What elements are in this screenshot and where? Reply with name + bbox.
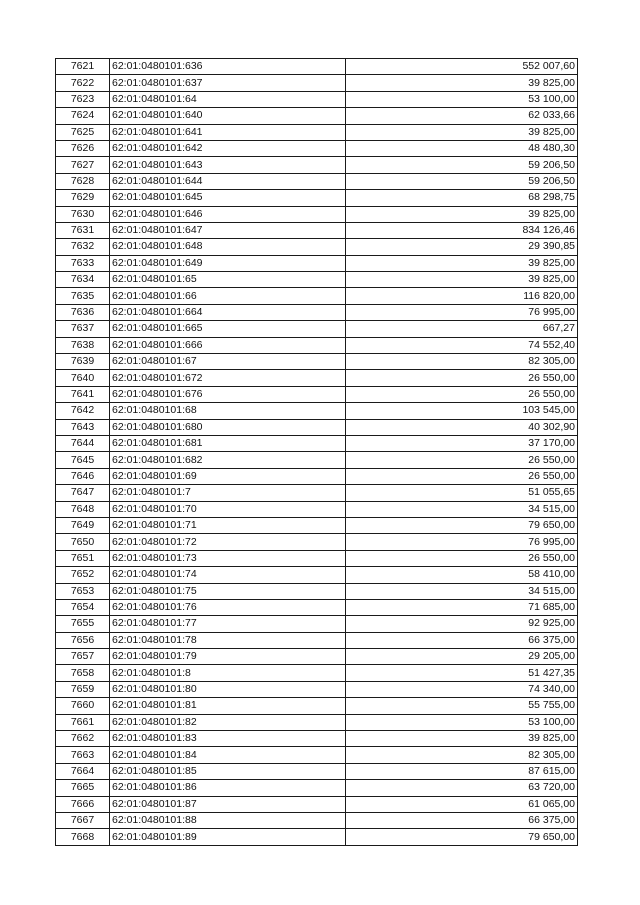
value-cell: 82 305,00 xyxy=(346,747,578,763)
row-number-cell: 7632 xyxy=(56,239,110,255)
table-row xyxy=(56,534,578,550)
table-row xyxy=(56,485,578,501)
value-cell: 71 685,00 xyxy=(346,599,578,615)
cadastral-number-cell: 62:01:0480101:680 xyxy=(110,419,346,435)
row-number-cell: 7655 xyxy=(56,616,110,632)
table-row xyxy=(56,190,578,206)
cadastral-number-cell: 62:01:0480101:67 xyxy=(110,354,346,370)
value-cell: 29 390,85 xyxy=(346,239,578,255)
table-row xyxy=(56,91,578,107)
cadastral-number-cell: 62:01:0480101:7 xyxy=(110,485,346,501)
value-cell: 39 825,00 xyxy=(346,124,578,140)
table-row xyxy=(56,157,578,173)
row-number-cell: 7659 xyxy=(56,681,110,697)
value-cell: 53 100,00 xyxy=(346,91,578,107)
cadastral-number-cell: 62:01:0480101:682 xyxy=(110,452,346,468)
row-number-cell: 7635 xyxy=(56,288,110,304)
table-row xyxy=(56,812,578,828)
cadastral-number-cell: 62:01:0480101:78 xyxy=(110,632,346,648)
value-cell: 87 615,00 xyxy=(346,763,578,779)
row-number-cell: 7664 xyxy=(56,763,110,779)
cadastral-number-cell: 62:01:0480101:640 xyxy=(110,108,346,124)
value-cell: 834 126,46 xyxy=(346,222,578,238)
table-row xyxy=(56,468,578,484)
table-row xyxy=(56,239,578,255)
table-row xyxy=(56,747,578,763)
table-row xyxy=(56,222,578,238)
value-cell: 39 825,00 xyxy=(346,731,578,747)
row-number-cell: 7661 xyxy=(56,714,110,730)
row-number-cell: 7657 xyxy=(56,649,110,665)
row-number-cell: 7646 xyxy=(56,468,110,484)
cadastral-number-cell: 62:01:0480101:87 xyxy=(110,796,346,812)
row-number-cell: 7637 xyxy=(56,321,110,337)
table-row xyxy=(56,632,578,648)
table-row xyxy=(56,108,578,124)
row-number-cell: 7625 xyxy=(56,124,110,140)
table-row xyxy=(56,354,578,370)
cadastral-number-cell: 62:01:0480101:647 xyxy=(110,222,346,238)
cadastral-number-cell: 62:01:0480101:72 xyxy=(110,534,346,550)
value-cell: 39 825,00 xyxy=(346,75,578,91)
value-cell: 26 550,00 xyxy=(346,370,578,386)
table-row xyxy=(56,370,578,386)
table-row xyxy=(56,714,578,730)
cadastral-number-cell: 62:01:0480101:636 xyxy=(110,59,346,75)
value-cell: 58 410,00 xyxy=(346,567,578,583)
value-cell: 34 515,00 xyxy=(346,501,578,517)
cadastral-number-cell: 62:01:0480101:637 xyxy=(110,75,346,91)
cadastral-number-cell: 62:01:0480101:8 xyxy=(110,665,346,681)
table-row xyxy=(56,517,578,533)
value-cell: 74 552,40 xyxy=(346,337,578,353)
row-number-cell: 7649 xyxy=(56,517,110,533)
row-number-cell: 7654 xyxy=(56,599,110,615)
row-number-cell: 7640 xyxy=(56,370,110,386)
table-row xyxy=(56,583,578,599)
row-number-cell: 7666 xyxy=(56,796,110,812)
value-cell: 79 650,00 xyxy=(346,829,578,845)
value-cell: 62 033,66 xyxy=(346,108,578,124)
value-cell: 552 007,60 xyxy=(346,59,578,75)
cadastral-number-cell: 62:01:0480101:74 xyxy=(110,567,346,583)
table-row xyxy=(56,649,578,665)
row-number-cell: 7652 xyxy=(56,567,110,583)
row-number-cell: 7658 xyxy=(56,665,110,681)
value-cell: 51 055,65 xyxy=(346,485,578,501)
table-row xyxy=(56,567,578,583)
value-cell: 66 375,00 xyxy=(346,632,578,648)
cadastral-number-cell: 62:01:0480101:80 xyxy=(110,681,346,697)
cadastral-number-cell: 62:01:0480101:88 xyxy=(110,812,346,828)
value-cell: 51 427,35 xyxy=(346,665,578,681)
row-number-cell: 7624 xyxy=(56,108,110,124)
table-row xyxy=(56,829,578,845)
value-cell: 48 480,30 xyxy=(346,140,578,156)
row-number-cell: 7638 xyxy=(56,337,110,353)
value-cell: 103 545,00 xyxy=(346,403,578,419)
value-cell: 40 302,90 xyxy=(346,419,578,435)
cadastral-number-cell: 62:01:0480101:77 xyxy=(110,616,346,632)
table-row xyxy=(56,763,578,779)
value-cell: 116 820,00 xyxy=(346,288,578,304)
cadastral-number-cell: 62:01:0480101:79 xyxy=(110,649,346,665)
cadastral-number-cell: 62:01:0480101:664 xyxy=(110,304,346,320)
value-cell: 667,27 xyxy=(346,321,578,337)
cadastral-number-cell: 62:01:0480101:672 xyxy=(110,370,346,386)
table-row xyxy=(56,780,578,796)
row-number-cell: 7667 xyxy=(56,812,110,828)
cadastral-number-cell: 62:01:0480101:64 xyxy=(110,91,346,107)
cadastral-value-table xyxy=(55,58,578,846)
value-cell: 26 550,00 xyxy=(346,550,578,566)
cadastral-number-cell: 62:01:0480101:666 xyxy=(110,337,346,353)
cadastral-number-cell: 62:01:0480101:649 xyxy=(110,255,346,271)
table-body xyxy=(56,59,578,846)
value-cell: 29 205,00 xyxy=(346,649,578,665)
table-row xyxy=(56,550,578,566)
row-number-cell: 7647 xyxy=(56,485,110,501)
row-number-cell: 7631 xyxy=(56,222,110,238)
table-row xyxy=(56,435,578,451)
cadastral-number-cell: 62:01:0480101:68 xyxy=(110,403,346,419)
table-row xyxy=(56,501,578,517)
table-row xyxy=(56,796,578,812)
table-row xyxy=(56,616,578,632)
value-cell: 26 550,00 xyxy=(346,452,578,468)
row-number-cell: 7668 xyxy=(56,829,110,845)
row-number-cell: 7653 xyxy=(56,583,110,599)
cadastral-number-cell: 62:01:0480101:70 xyxy=(110,501,346,517)
row-number-cell: 7663 xyxy=(56,747,110,763)
value-cell: 59 206,50 xyxy=(346,173,578,189)
table-row xyxy=(56,206,578,222)
table-row xyxy=(56,75,578,91)
table-row xyxy=(56,665,578,681)
value-cell: 74 340,00 xyxy=(346,681,578,697)
table-row xyxy=(56,698,578,714)
table-row xyxy=(56,124,578,140)
value-cell: 68 298,75 xyxy=(346,190,578,206)
cadastral-number-cell: 62:01:0480101:681 xyxy=(110,435,346,451)
row-number-cell: 7636 xyxy=(56,304,110,320)
value-cell: 66 375,00 xyxy=(346,812,578,828)
value-cell: 76 995,00 xyxy=(346,304,578,320)
table-row xyxy=(56,59,578,75)
row-number-cell: 7626 xyxy=(56,140,110,156)
row-number-cell: 7634 xyxy=(56,272,110,288)
cadastral-number-cell: 62:01:0480101:69 xyxy=(110,468,346,484)
cadastral-number-cell: 62:01:0480101:85 xyxy=(110,763,346,779)
cadastral-number-cell: 62:01:0480101:75 xyxy=(110,583,346,599)
table-row xyxy=(56,681,578,697)
table-row xyxy=(56,386,578,402)
row-number-cell: 7633 xyxy=(56,255,110,271)
row-number-cell: 7650 xyxy=(56,534,110,550)
cadastral-number-cell: 62:01:0480101:71 xyxy=(110,517,346,533)
value-cell: 26 550,00 xyxy=(346,386,578,402)
cadastral-number-cell: 62:01:0480101:645 xyxy=(110,190,346,206)
value-cell: 82 305,00 xyxy=(346,354,578,370)
row-number-cell: 7644 xyxy=(56,435,110,451)
cadastral-number-cell: 62:01:0480101:646 xyxy=(110,206,346,222)
cadastral-number-cell: 62:01:0480101:641 xyxy=(110,124,346,140)
row-number-cell: 7645 xyxy=(56,452,110,468)
table-row xyxy=(56,403,578,419)
table-row xyxy=(56,288,578,304)
row-number-cell: 7627 xyxy=(56,157,110,173)
row-number-cell: 7622 xyxy=(56,75,110,91)
cadastral-number-cell: 62:01:0480101:66 xyxy=(110,288,346,304)
row-number-cell: 7643 xyxy=(56,419,110,435)
value-cell: 53 100,00 xyxy=(346,714,578,730)
row-number-cell: 7660 xyxy=(56,698,110,714)
cadastral-number-cell: 62:01:0480101:644 xyxy=(110,173,346,189)
table-row xyxy=(56,173,578,189)
row-number-cell: 7630 xyxy=(56,206,110,222)
row-number-cell: 7648 xyxy=(56,501,110,517)
row-number-cell: 7656 xyxy=(56,632,110,648)
cadastral-number-cell: 62:01:0480101:73 xyxy=(110,550,346,566)
cadastral-number-cell: 62:01:0480101:642 xyxy=(110,140,346,156)
table-row xyxy=(56,731,578,747)
table-row xyxy=(56,419,578,435)
cadastral-number-cell: 62:01:0480101:89 xyxy=(110,829,346,845)
cadastral-number-cell: 62:01:0480101:643 xyxy=(110,157,346,173)
table-row xyxy=(56,304,578,320)
value-cell: 63 720,00 xyxy=(346,780,578,796)
row-number-cell: 7623 xyxy=(56,91,110,107)
table-row xyxy=(56,337,578,353)
cadastral-number-cell: 62:01:0480101:65 xyxy=(110,272,346,288)
cadastral-number-cell: 62:01:0480101:676 xyxy=(110,386,346,402)
row-number-cell: 7662 xyxy=(56,731,110,747)
value-cell: 59 206,50 xyxy=(346,157,578,173)
row-number-cell: 7621 xyxy=(56,59,110,75)
row-number-cell: 7629 xyxy=(56,190,110,206)
cadastral-number-cell: 62:01:0480101:86 xyxy=(110,780,346,796)
cadastral-number-cell: 62:01:0480101:84 xyxy=(110,747,346,763)
table-row xyxy=(56,140,578,156)
value-cell: 26 550,00 xyxy=(346,468,578,484)
cadastral-number-cell: 62:01:0480101:648 xyxy=(110,239,346,255)
value-cell: 76 995,00 xyxy=(346,534,578,550)
value-cell: 61 065,00 xyxy=(346,796,578,812)
row-number-cell: 7641 xyxy=(56,386,110,402)
row-number-cell: 7665 xyxy=(56,780,110,796)
value-cell: 79 650,00 xyxy=(346,517,578,533)
value-cell: 37 170,00 xyxy=(346,435,578,451)
table-row xyxy=(56,599,578,615)
cadastral-number-cell: 62:01:0480101:82 xyxy=(110,714,346,730)
row-number-cell: 7651 xyxy=(56,550,110,566)
cadastral-number-cell: 62:01:0480101:83 xyxy=(110,731,346,747)
value-cell: 39 825,00 xyxy=(346,272,578,288)
value-cell: 92 925,00 xyxy=(346,616,578,632)
value-cell: 55 755,00 xyxy=(346,698,578,714)
row-number-cell: 7642 xyxy=(56,403,110,419)
cadastral-number-cell: 62:01:0480101:665 xyxy=(110,321,346,337)
value-cell: 39 825,00 xyxy=(346,206,578,222)
cadastral-number-cell: 62:01:0480101:81 xyxy=(110,698,346,714)
cadastral-number-cell: 62:01:0480101:76 xyxy=(110,599,346,615)
table-row xyxy=(56,255,578,271)
table-row xyxy=(56,452,578,468)
table-row xyxy=(56,321,578,337)
table-row xyxy=(56,272,578,288)
value-cell: 39 825,00 xyxy=(346,255,578,271)
row-number-cell: 7628 xyxy=(56,173,110,189)
row-number-cell: 7639 xyxy=(56,354,110,370)
value-cell: 34 515,00 xyxy=(346,583,578,599)
